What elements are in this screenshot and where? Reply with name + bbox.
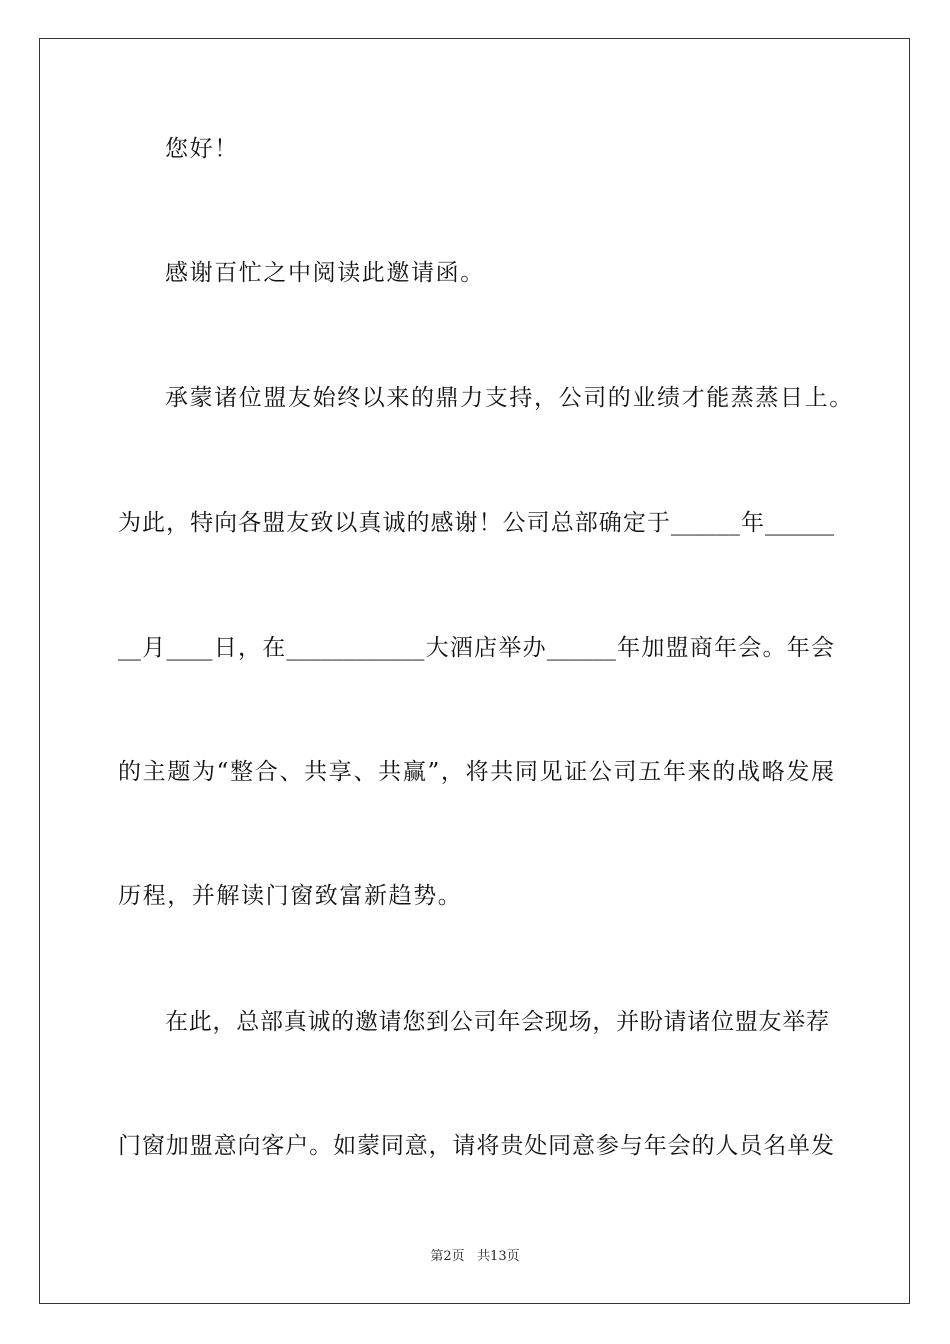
paragraph-line: 感谢百忙之中阅读此邀请函。 xyxy=(165,260,485,286)
greeting-line: 您好！ xyxy=(165,136,239,162)
paragraph-line: 为此，特向各盟友致以真诚的感谢！公司总部确定于______年______ xyxy=(118,510,834,536)
page-number-footer: 第2页 共13页 xyxy=(430,1249,520,1264)
paragraph-line: 门窗加盟意向客户。如蒙同意，请将贵处同意参与年会的人员名单发 xyxy=(118,1133,834,1159)
paragraph-line: 承蒙诸位盟友始终以来的鼎力支持，公司的业绩才能蒸蒸日上。 xyxy=(165,385,854,411)
paragraph-line: 历程，并解读门窗致富新趋势。 xyxy=(118,883,463,909)
paragraph-line: 的主题为“整合、共享、共赢”，将共同见证公司五年来的战略发展 xyxy=(118,759,834,785)
paragraph-line: __月____日，在____________大酒店举办______年加盟商年会。年会 xyxy=(118,635,834,661)
paragraph-line: 在此，总部真诚的邀请您到公司年会现场，并盼请诸位盟友举荐 xyxy=(165,1009,829,1035)
page-border xyxy=(39,38,910,1304)
